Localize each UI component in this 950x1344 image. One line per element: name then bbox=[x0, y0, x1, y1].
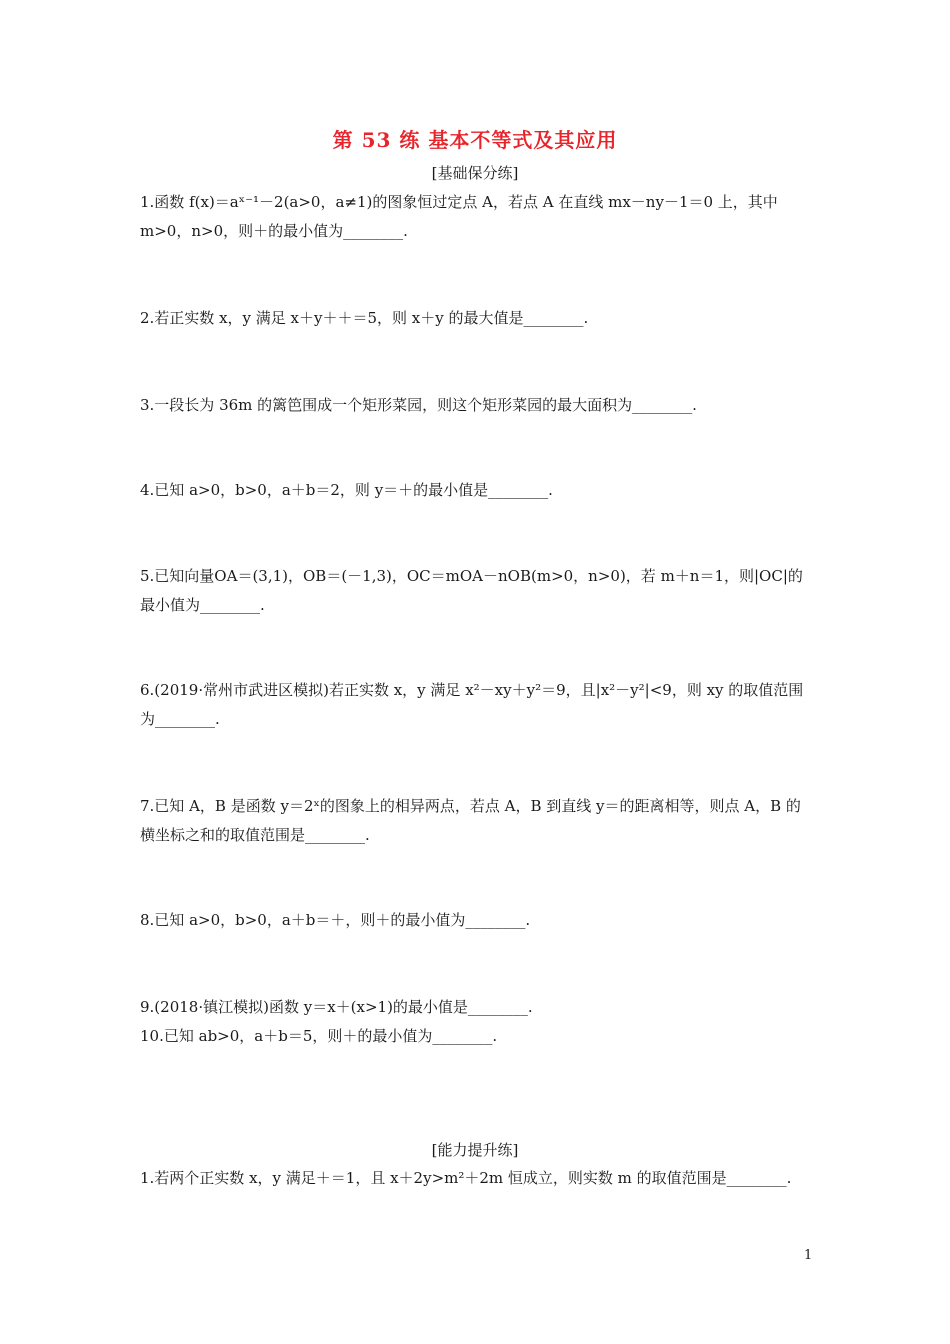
question-4: 4.已知 a>0，b>0，a＋b＝2，则 y＝＋的最小值是________. bbox=[140, 481, 553, 499]
question-6: 6.(2019·常州市武进区模拟)若正实数 x，y 满足 x²－xy＋y²＝9，且|x²－y²|<9，则 xy 的取值范围为________. bbox=[140, 681, 804, 728]
question-7: 7.已知 A，B 是函数 y＝2ˣ的图象上的相异两点，若点 A，B 到直线 y＝的距离相等，则点 A，B 的横坐标之和的取值范围是________. bbox=[140, 797, 801, 844]
advanced-question-1: 1.若两个正实数 x，y 满足＋＝1，且 x＋2y>m²＋2m 恒成立，则实数 m 的取值范围是________. bbox=[140, 1169, 792, 1187]
question-2: 2.若正实数 x，y 满足 x＋y＋＋＝5，则 x＋y 的最大值是________. bbox=[140, 309, 589, 327]
question-9: 9.(2018·镇江模拟)函数 y＝x＋(x>1)的最小值是________. bbox=[140, 998, 533, 1016]
page-number: 1 bbox=[804, 1248, 813, 1263]
page-title: 第 53 练 基本不等式及其应用 bbox=[332, 128, 618, 152]
section-heading-basic: [基础保分练] bbox=[431, 164, 519, 182]
question-8: 8.已知 a>0，b>0，a＋b＝＋，则＋的最小值为________. bbox=[140, 911, 531, 929]
question-5: 5.已知向量OA＝(3,1)，OB＝(－1,3)，OC＝mOA－nOB(m>0，n>0)，若 m＋n＝1，则|OC|的最小值为________. bbox=[140, 567, 803, 614]
section-heading-advanced: [能力提升练] bbox=[431, 1141, 519, 1159]
question-10: 10.已知 ab>0，a＋b＝5，则＋的最小值为________. bbox=[140, 1027, 498, 1045]
question-1: 1.函数 f(x)＝aˣ⁻¹－2(a>0，a≠1)的图象恒过定点 A，若点 A 在直线 mx－ny－1＝0 上，其中 m>0，n>0，则＋的最小值为________. bbox=[140, 193, 778, 240]
question-3: 3.一段长为 36m 的篱笆围成一个矩形菜园，则这个矩形菜园的最大面积为________. bbox=[140, 396, 697, 414]
